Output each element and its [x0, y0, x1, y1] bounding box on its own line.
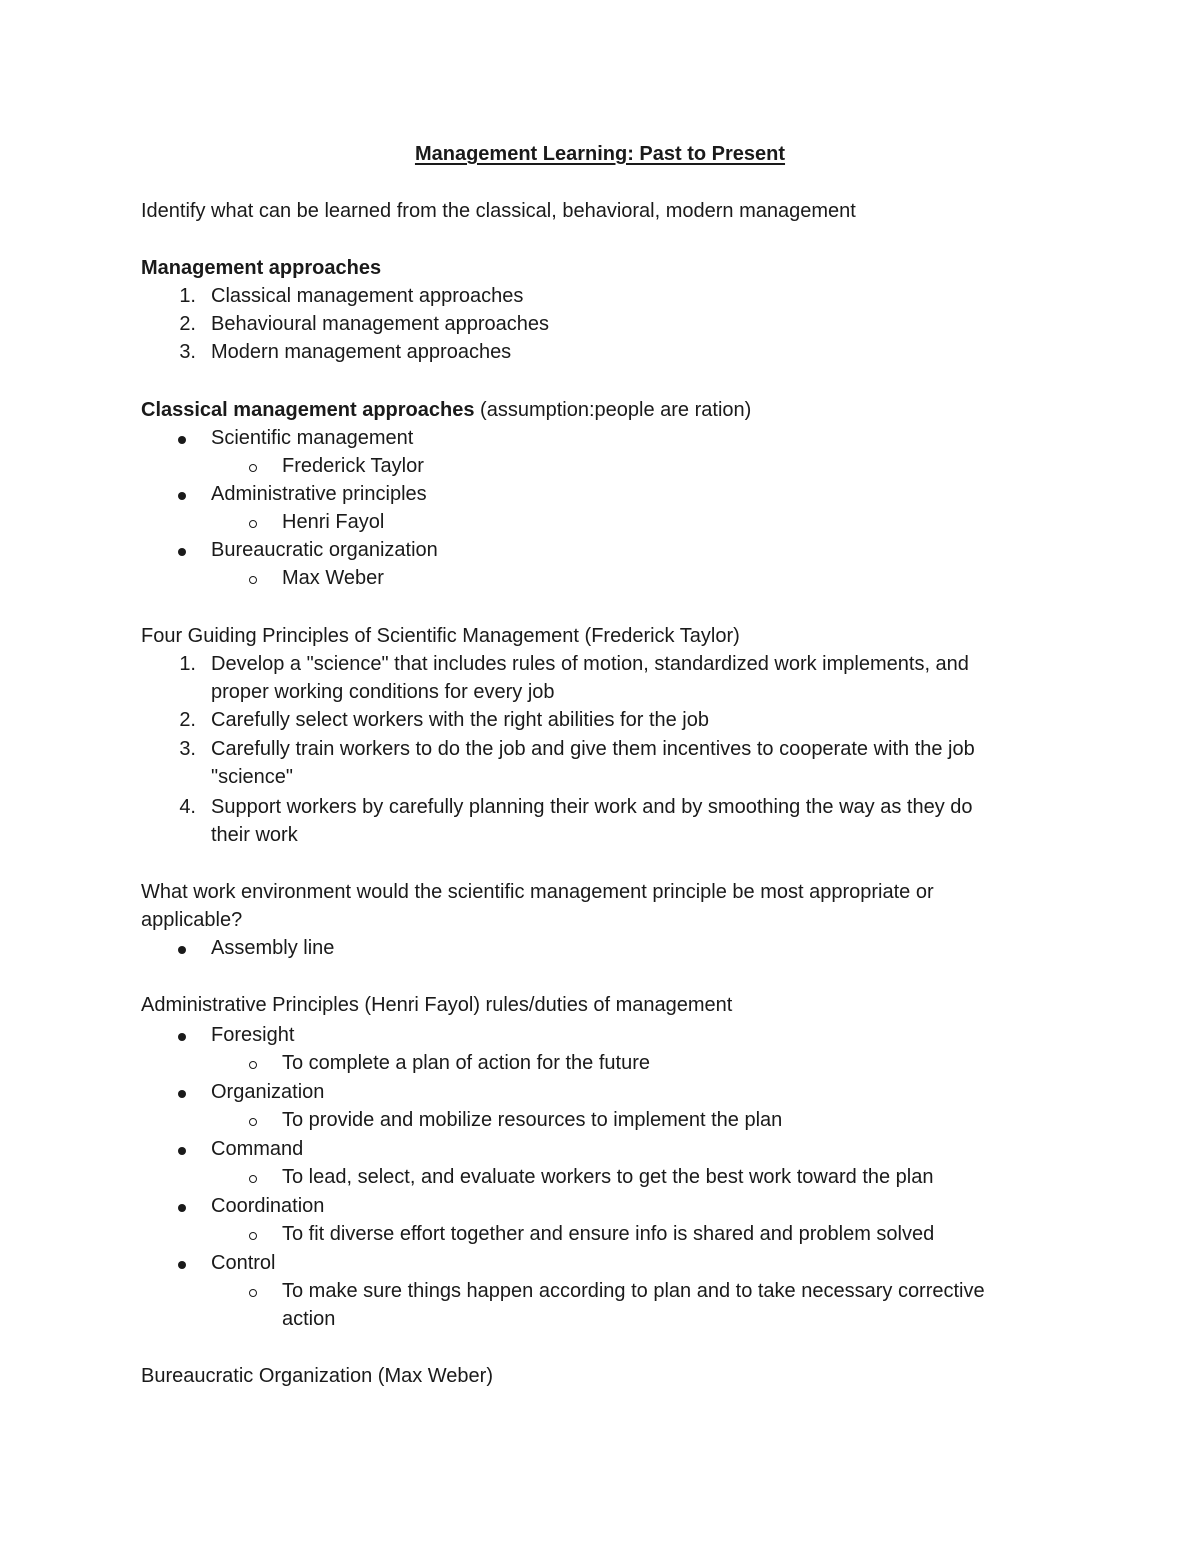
bullet-icon	[178, 1261, 186, 1269]
list-number: 3.	[179, 341, 196, 363]
list-item-text: Organization	[211, 1081, 325, 1103]
hollow-bullet-icon	[249, 1118, 257, 1126]
bullet-icon	[178, 492, 186, 500]
sub-list-item-text: Frederick Taylor	[282, 455, 424, 477]
classical-note: (assumption:people are ration)	[474, 399, 752, 421]
list-item-text: Classical management approaches	[211, 285, 524, 307]
hollow-bullet-icon	[249, 1175, 257, 1183]
list-item-text: Behavioural management approaches	[211, 313, 549, 335]
hollow-bullet-icon	[249, 1061, 257, 1069]
list-item-text: Carefully train workers to do the job and give them incentives to cooperate with the job	[211, 738, 975, 760]
classical-heading-line	[141, 396, 751, 424]
classical-heading: Classical management approaches	[141, 399, 475, 421]
list-item-text-continued: proper working conditions for every job	[211, 681, 555, 703]
list-item-text-continued: "science"	[211, 766, 294, 788]
bullet-icon	[178, 946, 186, 954]
list-number: 1.	[179, 285, 196, 307]
list-item-text: Assembly line	[211, 937, 335, 959]
bullet-icon	[178, 1204, 186, 1212]
list-item-text: Scientific management	[211, 427, 414, 449]
bullet-icon	[178, 1147, 186, 1155]
sub-list-item-text: To lead, select, and evaluate workers to get the best work toward the plan	[282, 1166, 934, 1188]
bullet-icon	[178, 1090, 186, 1098]
hollow-bullet-icon	[249, 1232, 257, 1240]
list-number: 3.	[179, 738, 196, 760]
sub-list-item-text-continued: action	[282, 1308, 336, 1330]
sub-list-item-text: To complete a plan of action for the future	[282, 1052, 650, 1074]
bullet-icon	[178, 548, 186, 556]
approaches-heading: Management approaches	[141, 257, 382, 279]
bullet-icon	[178, 436, 186, 444]
list-item-text: Develop a "science" that includes rules of motion, standardized work implements, and	[211, 653, 969, 675]
list-number: 4.	[179, 796, 196, 818]
intro-text: Identify what can be learned from the classical, behavioral, modern management	[141, 200, 856, 222]
hollow-bullet-icon	[249, 576, 257, 584]
sub-list-item-text: To fit diverse effort together and ensure info is shared and problem solved	[282, 1223, 935, 1245]
hollow-bullet-icon	[249, 464, 257, 472]
list-number: 2.	[179, 709, 196, 731]
bullet-icon	[178, 1033, 186, 1041]
list-number: 1.	[179, 653, 196, 675]
list-item-text: Administrative principles	[211, 483, 427, 505]
sub-list-item-text: To provide and mobilize resources to implement the plan	[282, 1109, 783, 1131]
weber-heading: Bureaucratic Organization (Max Weber)	[141, 1365, 493, 1387]
page-title: Management Learning: Past to Present	[414, 143, 786, 165]
hollow-bullet-icon	[249, 520, 257, 528]
sub-list-item-text: Max Weber	[282, 567, 384, 589]
list-item-text: Coordination	[211, 1195, 325, 1217]
question-text-continued: applicable?	[141, 909, 243, 931]
fayol-heading: Administrative Principles (Henri Fayol) rules/duties of management	[141, 994, 733, 1016]
list-item-text: Bureaucratic organization	[211, 539, 438, 561]
sub-list-item-text: To make sure things happen according to plan and to take necessary corrective	[282, 1280, 985, 1302]
list-item-text: Command	[211, 1138, 304, 1160]
hollow-bullet-icon	[249, 1289, 257, 1297]
list-item-text: Foresight	[211, 1024, 295, 1046]
sub-list-item-text: Henri Fayol	[282, 511, 385, 533]
list-item-text: Modern management approaches	[211, 341, 512, 363]
list-item-text: Control	[211, 1252, 276, 1274]
list-number: 2.	[179, 313, 196, 335]
taylor-heading: Four Guiding Principles of Scientific Management (Frederick Taylor)	[141, 625, 740, 647]
list-item-text-continued: their work	[211, 824, 298, 846]
list-item-text: Carefully select workers with the right abilities for the job	[211, 709, 709, 731]
list-item-text: Support workers by carefully planning their work and by smoothing the way as they do	[211, 796, 973, 818]
question-text: What work environment would the scientific management principle be most appropriate or	[141, 881, 934, 903]
